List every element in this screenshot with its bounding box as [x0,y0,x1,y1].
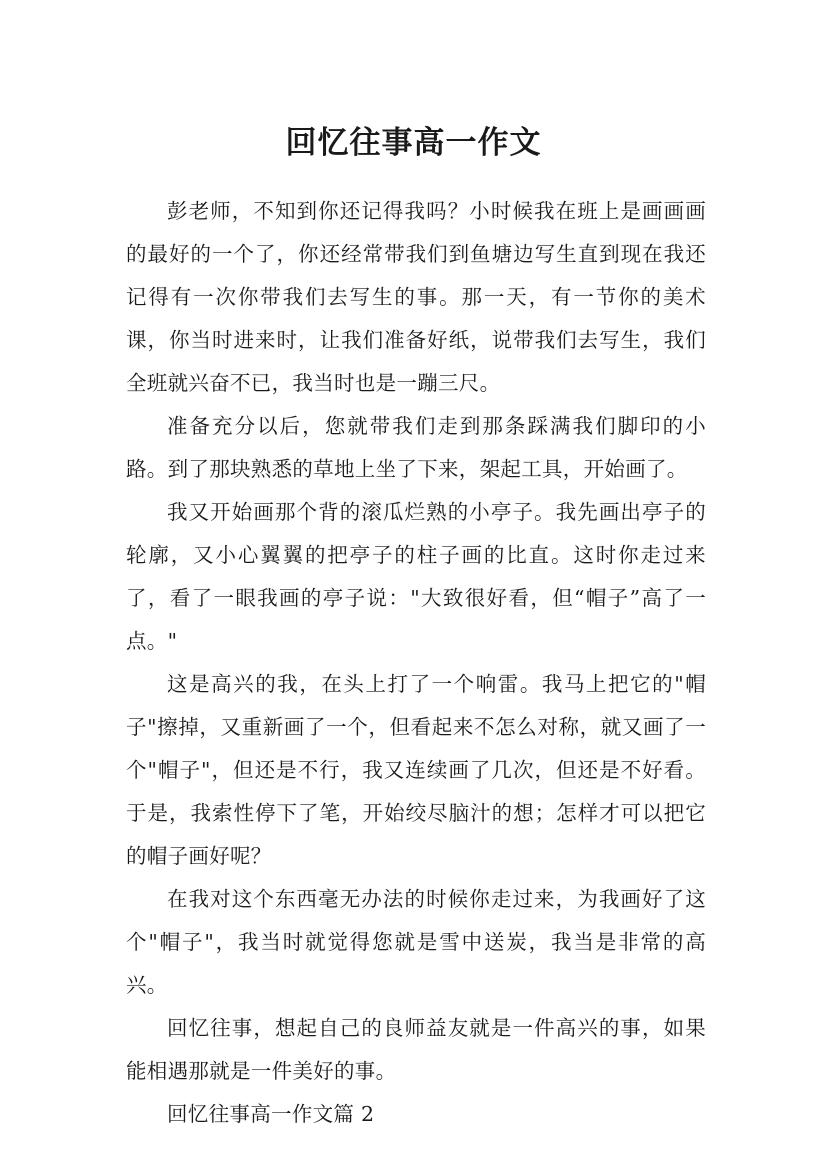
section-heading-2: 回忆往事高一作文篇 2 [167,1102,375,1126]
paragraph-4: 这是高兴的我，在头上打了一个响雷。我马上把它的"帽子"擦掉，又重新画了一个，但看起来不怎么对称，就又画了一个"帽子"，但还是不行，我又连续画了几次，但还是不好看。于是，我索性停下了笔，开始绞尽脑汁的想；怎样才可以把它的帽子画好呢？ [126,672,706,868]
paragraph-3: 我又开始画那个背的滚瓜烂熟的小亭子。我先画出亭子的轮廓，又小心翼翼的把亭子的柱子画的比直。这时你走过来了，看了一眼我画的亭子说："大致很好看，但“帽子”高了一点。" [126,500,706,653]
paragraph-2: 准备充分以后，您就带我们走到那条踩满我们脚印的小路。到了那块熟悉的草地上坐了下来，架起工具，开始画了。 [126,414,706,481]
paragraph-6: 回忆往事，想起自己的良师益友就是一件高兴的事，如果能相遇那就是一件美好的事。 [126,1016,706,1083]
paragraph-1: 彭老师，不知到你还记得我吗？小时候我在班上是画画画的最好的一个了，你还经常带我们到鱼塘边写生直到现在我还记得有一次你带我们去写生的事。那一天，有一节你的美术课，你当时进来时，让我们准备好纸，说带我们去写生，我们全班就兴奋不已，我当时也是一蹦三尺。 [126,199,706,395]
essay-body [126,190,706,1136]
page-title: 回忆往事高一作文 [285,124,542,161]
paragraph-5: 在我对这个东西毫无办法的时候你走过来，为我画好了这个"帽子"，我当时就觉得您就是雪中送炭，我当是非常的高兴。 [126,887,706,997]
